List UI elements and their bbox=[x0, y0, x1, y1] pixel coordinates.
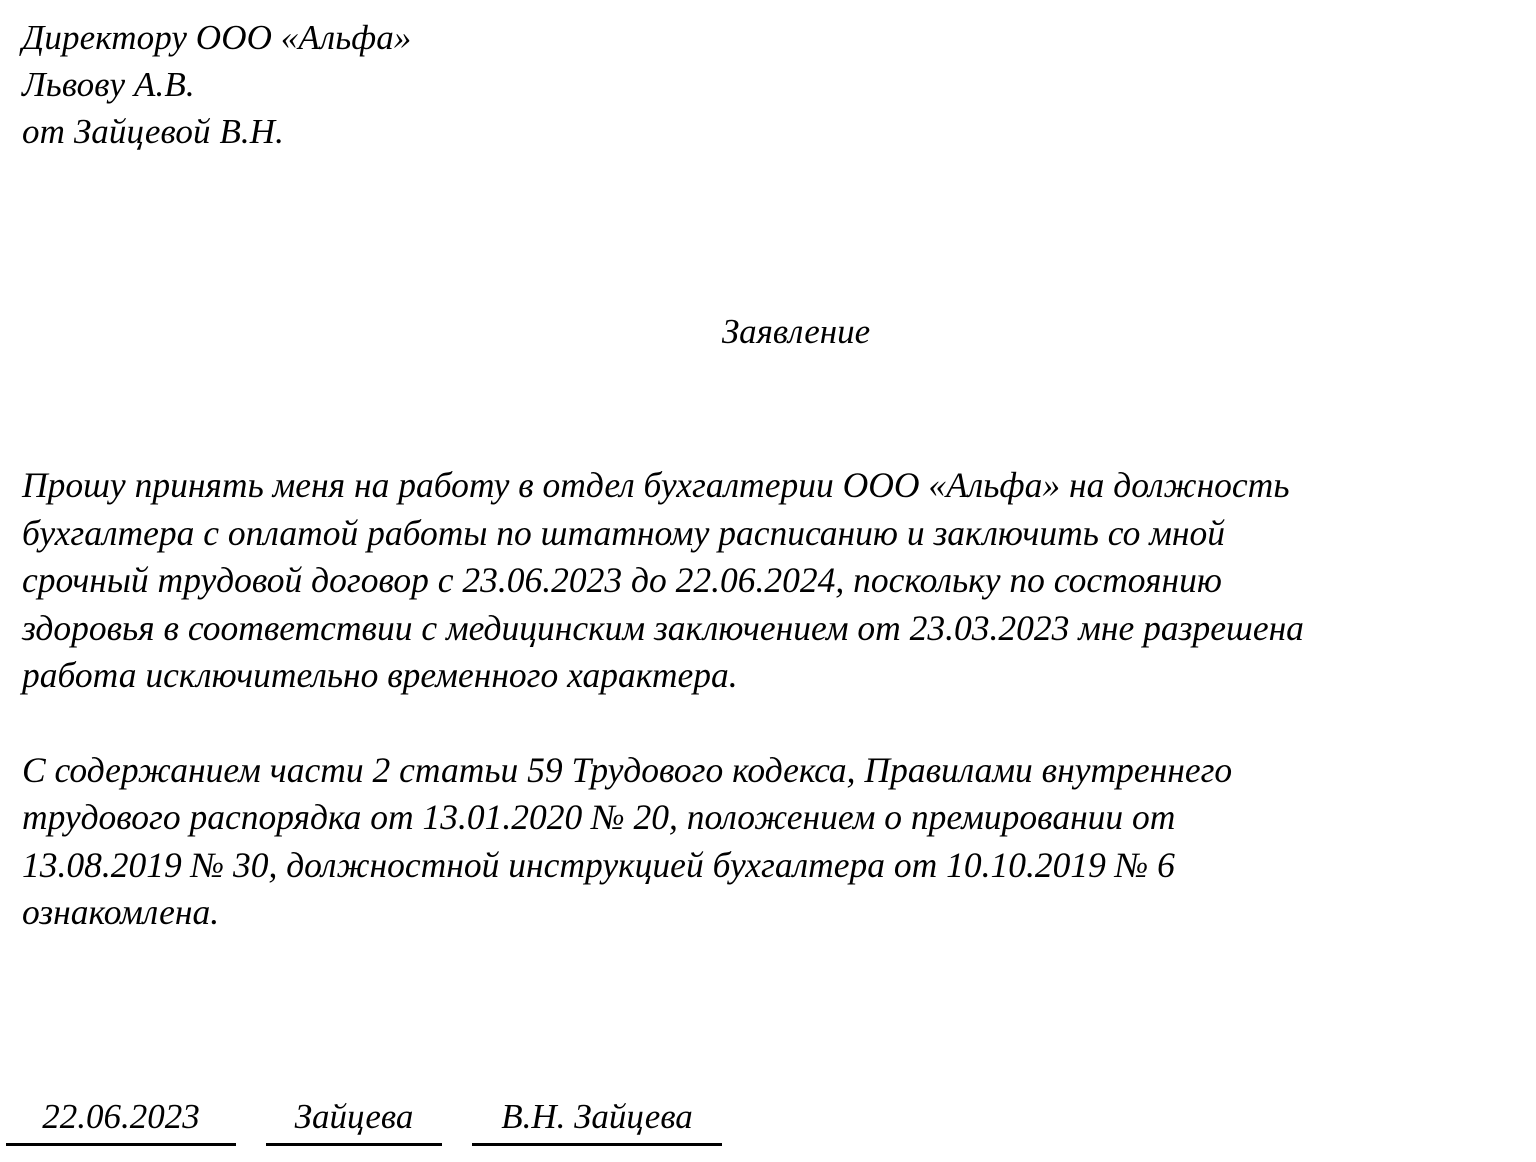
signature-block bbox=[0, 1072, 1536, 1146]
addressee-line-director-name: Львову А.В. bbox=[22, 65, 195, 104]
paragraph-acknowledgement-line-1: С содержанием части 2 статьи 59 Трудового кодекса, Правилами внутреннего bbox=[22, 749, 1233, 790]
addressee-block bbox=[22, 14, 922, 155]
signature-name-field bbox=[472, 1095, 722, 1146]
signature-mark-field bbox=[266, 1095, 442, 1146]
paragraph-request bbox=[22, 462, 1514, 700]
signature-mark-value: Зайцева bbox=[294, 1097, 414, 1136]
paragraph-request-line-1: Прошу принять меня на работу в отдел бухгалтерии ООО «Альфа» на должность bbox=[22, 465, 1290, 505]
paragraph-acknowledgement-line-3: 13.08.2019 № 30, должностной инструкцией бухгалтера от 10.10.2019 № 6 bbox=[22, 844, 1175, 885]
signature-date-rule bbox=[6, 1143, 236, 1146]
addressee-line-director: Директору ООО «Альфа» bbox=[22, 18, 412, 57]
paragraph-acknowledgement-line-4: ознакомлена. bbox=[22, 892, 220, 932]
signature-mark-rule bbox=[266, 1143, 442, 1146]
paragraph-request-line-4: здоровья в соответствии с медицинским заключением от 23.03.2023 мне разрешена bbox=[22, 607, 1304, 648]
paragraph-request-line-5: работа исключительно временного характера. bbox=[22, 655, 738, 695]
signature-date-value: 22.06.2023 bbox=[42, 1097, 200, 1136]
addressee-line-applicant: от Зайцевой В.Н. bbox=[22, 112, 284, 151]
paragraph-request-line-3: срочный трудовой договор с 23.06.2023 до 22.06.2024, поскольку по состоянию bbox=[22, 560, 1222, 600]
paragraph-acknowledgement bbox=[22, 747, 1514, 937]
signature-name-rule bbox=[472, 1143, 722, 1146]
paragraph-request-line-2: бухгалтера с оплатой работы по штатному расписанию и заключить со мной bbox=[22, 512, 1226, 553]
signature-date-field bbox=[6, 1095, 236, 1146]
document-body bbox=[22, 462, 1514, 937]
paragraph-acknowledgement-line-2: трудового распорядка от 13.01.2020 № 20, положением о премировании от bbox=[22, 797, 1176, 837]
signature-name-value: В.Н. Зайцева bbox=[501, 1097, 693, 1136]
paragraph-spacer bbox=[22, 700, 1514, 747]
document-title: Заявление bbox=[721, 312, 871, 351]
